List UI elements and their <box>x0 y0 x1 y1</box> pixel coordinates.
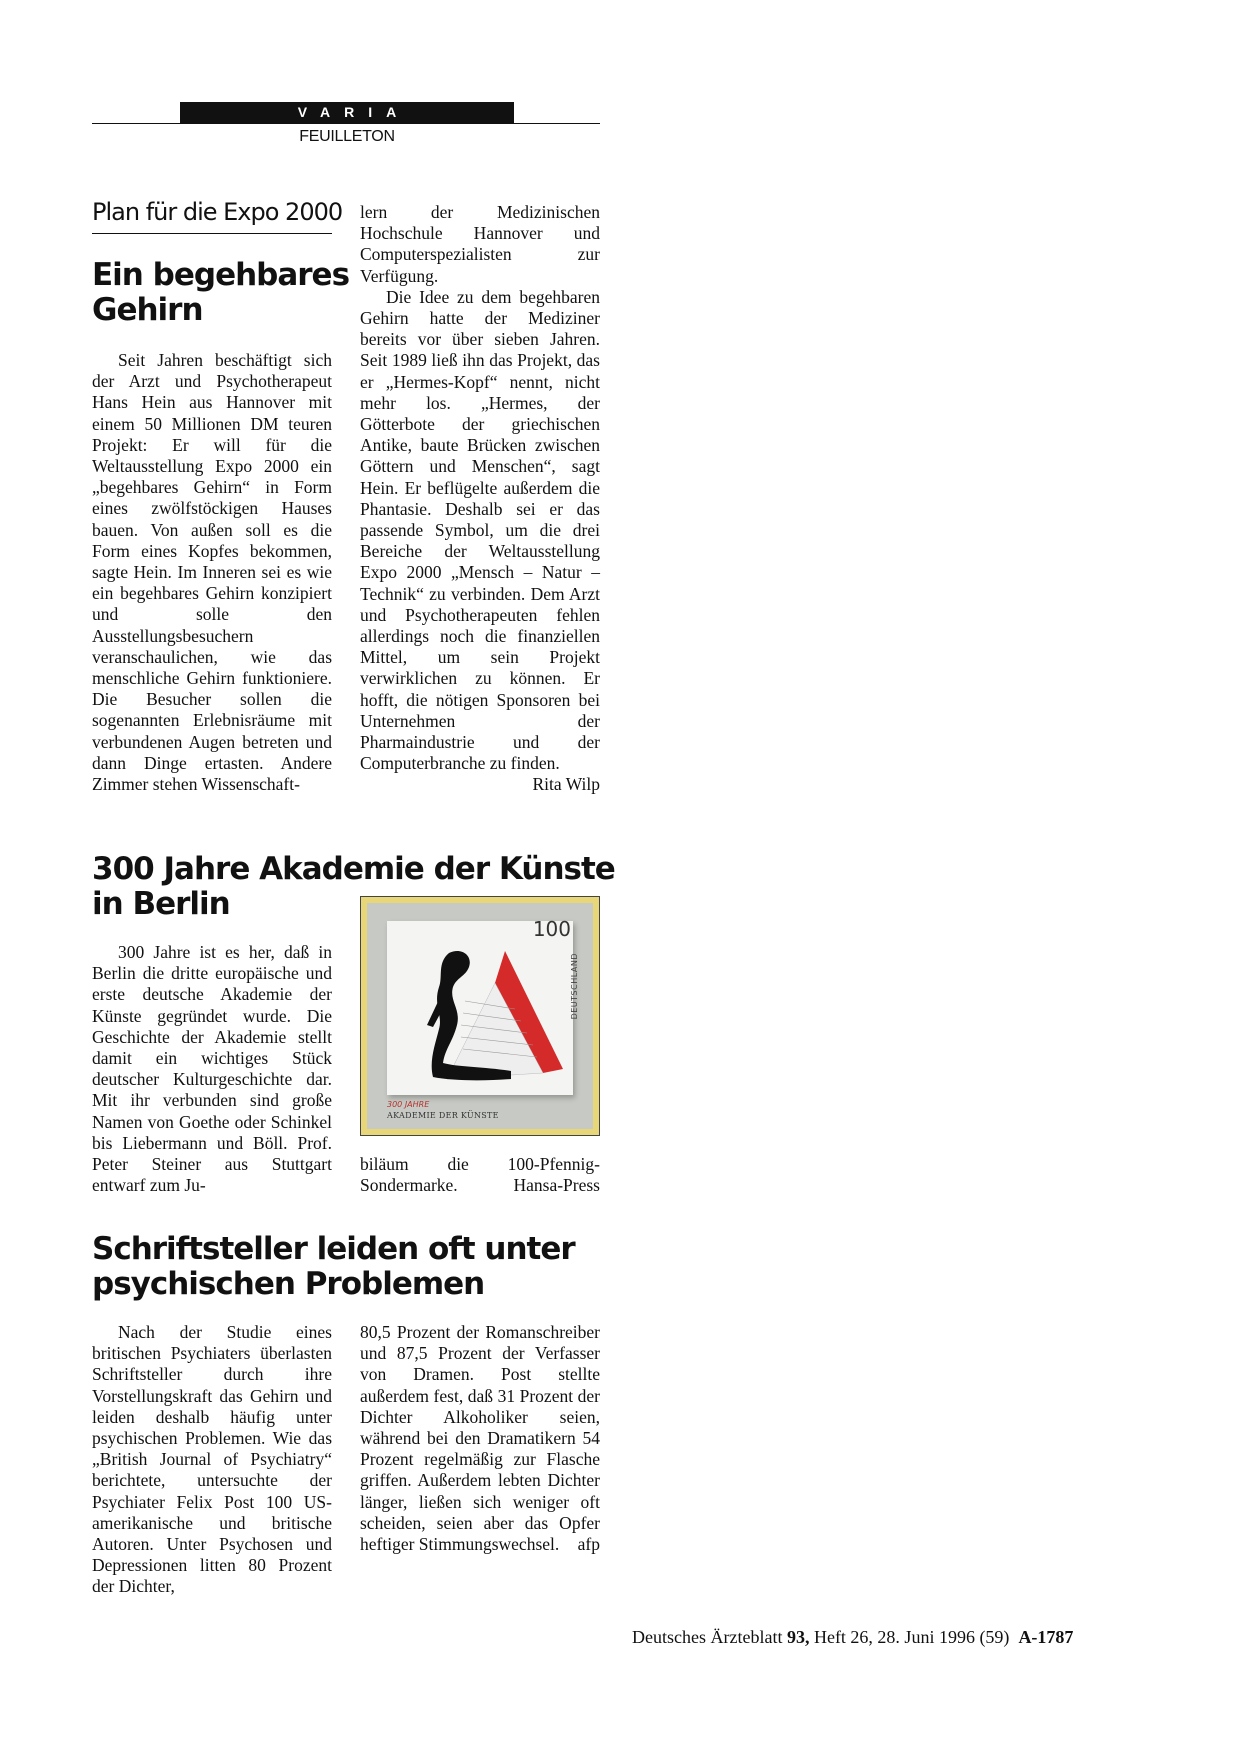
article1-credit: Rita Wilp <box>532 774 600 795</box>
subsection-label: FEUILLETON <box>299 128 395 145</box>
page-footer <box>632 1627 1073 1648</box>
article3-col2-paragraph <box>360 1322 600 1555</box>
article2-col2-text: biläum die 100-Pfennig-Sondermarke. <box>360 1154 600 1196</box>
article1-column-2 <box>360 202 600 796</box>
article1-col2-paragraph <box>360 286 600 795</box>
article2-column-1 <box>92 942 332 1196</box>
stamp-caption-line-1: 300 JAHRE <box>387 1100 430 1109</box>
footer-issue: Heft 26, 28. Juni 1996 (59) <box>813 1627 1010 1647</box>
article3-headline: Schriftsteller leiden oft unter psychischen Problemen <box>92 1231 575 1302</box>
footer-volume: 93, <box>786 1627 810 1647</box>
article3-column-2 <box>360 1322 600 1555</box>
stamp-caption-line-2: AKADEMIE DER KÜNSTE <box>387 1111 499 1120</box>
footer-page-number: A-1787 <box>1018 1627 1074 1647</box>
article2-headline: 300 Jahre Akademie der Künste in Berlin <box>92 851 615 922</box>
article2-col2-paragraph <box>360 1154 600 1196</box>
stamp-face <box>367 903 593 1129</box>
article3-credit: afp <box>577 1534 600 1555</box>
article3-col2-text: 80,5 Prozent der Romanschreiber und 87,5 Prozent der Verfasser von Dramen. Post stellte außerdem fest, daß 31 Prozent der Dichter Alkoholiker seien, während bei den Dramatikern 54 Prozent regelmäßig zur Flasche griffen. Außerdem lebten Dichter länger, ließen sich weniger oft scheiden, seien aber das Opfer heftiger Stimmungswechsel. <box>360 1322 600 1555</box>
footer-journal: Deutsches Ärzteblatt <box>632 1627 783 1647</box>
section-label: VARIA <box>180 102 514 123</box>
article1-col2-continuation: lern der Medizinischen Hochschule Hannover und Computerspezialisten zur Verfügung. <box>360 202 600 286</box>
article3-col1-paragraph: Nach der Studie eines britischen Psychiaters überlasten Schriftsteller durch ihre Vorstellungskraft das Gehirn und leiden deshalb häufig unter psychischen Problemen. Wie das „British Journal of Psychiatry“ berichtete, untersuchte der Psychiater Felix Post 100 US-amerikanische und britische Autoren. Unter Psychosen und Depressionen litten 80 Prozent der Dichter, <box>92 1322 332 1597</box>
article2-credit: Hansa-Press <box>513 1175 600 1196</box>
article3-column-1 <box>92 1322 332 1598</box>
article2-column-2 <box>360 1154 600 1196</box>
kneeling-figure-illustration <box>387 921 573 1095</box>
stamp-value: 100 <box>532 917 571 941</box>
header-rule <box>92 123 600 124</box>
stamp-country: DEUTSCHLAND <box>570 953 579 1020</box>
stamp-artwork <box>387 921 573 1095</box>
article2-col1-paragraph: 300 Jahre ist es her, daß in Berlin die dritte europäische und erste deutsche Akademie der Künste gegründet wurde. Die Geschichte der Akademie stellt damit ein wichtiges Stück deutscher Kulturgeschichte dar. Mit ihr verbunden sind große Namen von Goethe oder Schinkel bis Liebermann und Böll. Prof. Peter Steiner aus Stuttgart entwarf zum Ju- <box>92 942 332 1196</box>
kicker-rule <box>92 233 332 234</box>
article1-headline: Ein begehbares Gehirn <box>92 257 350 328</box>
article1-col1-paragraph: Seit Jahren beschäftigt sich der Arzt und Psychotherapeut Hans Hein aus Hannover mit einem 50 Millionen DM teuren Projekt: Er will für die Weltausstellung Expo 2000 ein „begehbares Gehirn“ in Form eines zwölfstöckigen Hauses bauen. Von außen soll es die Form eines Kopfes bekommen, sagte Hein. Im Inneren sei es wie ein begehbares Gehirn konzipiert und solle den Ausstellungsbesuchern veranschaulichen, wie das menschliche Gehirn funktioniere. Die Besucher sollen die sogenannten Erlebnisräume mit verbundenen Augen betreten und dann Dinge ertasten. Andere Zimmer stehen Wissenschaft- <box>92 350 332 795</box>
article1-column-1 <box>92 350 332 795</box>
article1-col2-text: Die Idee zu dem begehbaren Gehirn hatte der Mediziner bereits vor über sieben Jahren. Seit 1989 ließ ihn das Projekt, das er „Hermes-Kopf“ nennt, nicht mehr los. „Hermes, der Götterbote der griechischen Antike, baute Brücken zwischen Göttern und Menschen“, sagt Hein. Er beflügelte außerdem die Phantasie. Deshalb sei er das passende Symbol, um die drei Bereiche der Weltausstellung Expo 2000 „Mensch – Natur – Technik“ zu verbinden. Dem Arzt und Psychotherapeuten fehlen allerdings noch die finanziellen Mittel, um sein Projekt verwirklichen zu können. Er hofft, die nötigen Sponsoren bei Unternehmen der Pharmaindustrie und der Computerbranche zu finden. <box>360 286 600 774</box>
article1-kicker: Plan für die Expo 2000 <box>92 198 343 226</box>
stamp-image <box>360 896 600 1136</box>
